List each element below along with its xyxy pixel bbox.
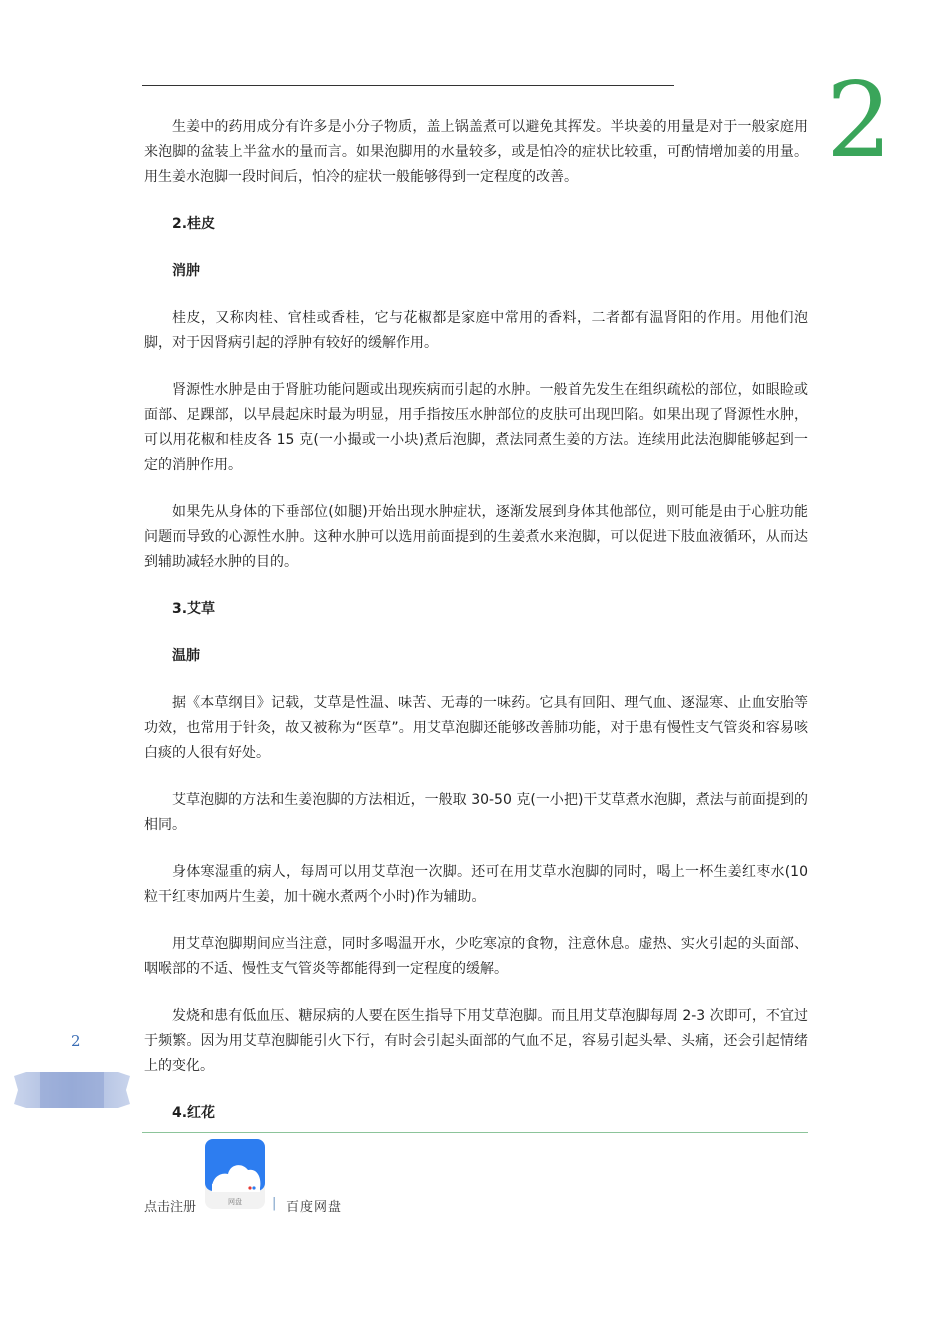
article-body — [144, 115, 808, 1148]
sub-heading: 消肿 — [172, 263, 200, 279]
paragraph: 桂皮，又称肉桂、官桂或香桂，它与花椒都是家庭中常用的香料，二者都有温肾阳的作用。用他们泡脚，对于因肾病引起的浮肿有较好的缓解作用。 — [144, 310, 808, 351]
section-heading: 4.红花 — [172, 1105, 216, 1121]
register-link[interactable]: 点击注册 — [144, 1200, 197, 1215]
paragraph: 艾草泡脚的方法和生姜泡脚的方法相近，一般取 30-50 克(一小把)干艾草煮水泡脚，煮法与前面提到的相同。 — [144, 792, 808, 833]
sub-heading: 温肺 — [172, 648, 200, 664]
page-number-large: 2 — [826, 59, 893, 181]
paragraph: 据《本草纲目》记载，艾草是性温、味苦、无毒的一味药。它具有回阳、理气血、逐湿寒、止血安胎等功效，也常用于针灸，故又被称为“医草”。用艾草泡脚还能够改善肺功能，对于患有慢性支气管炎和容易咳白痰的人很有好处。 — [144, 695, 808, 761]
paragraph: 发烧和患有低血压、糖尿病的人要在医生指导下用艾草泡脚。而且用艾草泡脚每周 2-3 次即可，不宜过于频繁。因为用艾草泡脚能引火下行，有时会引起头面部的气血不足，容易引起头晕、头痛，还会引起情绪上的变化。 — [144, 1008, 808, 1074]
app-icon-label: 网盘 — [228, 1198, 242, 1206]
section-heading: 3.艾草 — [172, 601, 216, 617]
baidu-netdisk-app-icon[interactable] — [204, 1138, 266, 1210]
footer-rule — [142, 1132, 808, 1133]
paragraph: 身体寒湿重的病人，每周可以用艾草泡一次脚。还可在用艾草水泡脚的同时，喝上一杯生姜红枣水(10 粒干红枣加两片生姜，加十碗水煮两个小时)作为辅助。 — [144, 864, 808, 905]
paragraph: 生姜中的药用成分有许多是小分子物质，盖上锅盖煮可以避免其挥发。半块姜的用量是对于一般家庭用来泡脚的盆装上半盆水的量而言。如果泡脚用的水量较多，或是怕冷的症状比较重，可酌情增加姜的用量。用生姜水泡脚一段时间后，怕冷的症状一般能够得到一定程度的改善。 — [144, 119, 808, 185]
footer-separator: | — [272, 1196, 277, 1211]
paragraph: 用艾草泡脚期间应当注意，同时多喝温开水，少吃寒凉的食物，注意休息。虚热、实火引起的头面部、咽喉部的不适、慢性支气管炎等都能得到一定程度的缓解。 — [144, 936, 808, 977]
decorative-banner-icon — [14, 1072, 130, 1108]
paragraph: 肾源性水肿是由于肾脏功能问题或出现疾病而引起的水肿。一般首先发生在组织疏松的部位，如眼睑或面部、足踝部，以早晨起床时最为明显，用手指按压水肿部位的皮肤可出现凹陷。如果出现了肾源性水肿，可以用花椒和桂皮各 15 克(一小撮或一小块)煮后泡脚，煮法同煮生姜的方法。连续用此法泡脚能够起到一定的消肿作用。 — [144, 382, 808, 473]
page-number-side: 2 — [71, 1032, 81, 1050]
paragraph: 如果先从身体的下垂部位(如腿)开始出现水肿症状，逐渐发展到身体其他部位，则可能是由于心脏功能问题而导致的心源性水肿。这种水肿可以选用前面提到的生姜煮水来泡脚，可以促进下肢血液循环，从而达到辅助减轻水肿的目的。 — [144, 504, 808, 570]
section-heading: 2.桂皮 — [172, 216, 216, 232]
brand-link[interactable]: 百度网盘 — [286, 1200, 343, 1215]
header-rule — [142, 85, 674, 86]
